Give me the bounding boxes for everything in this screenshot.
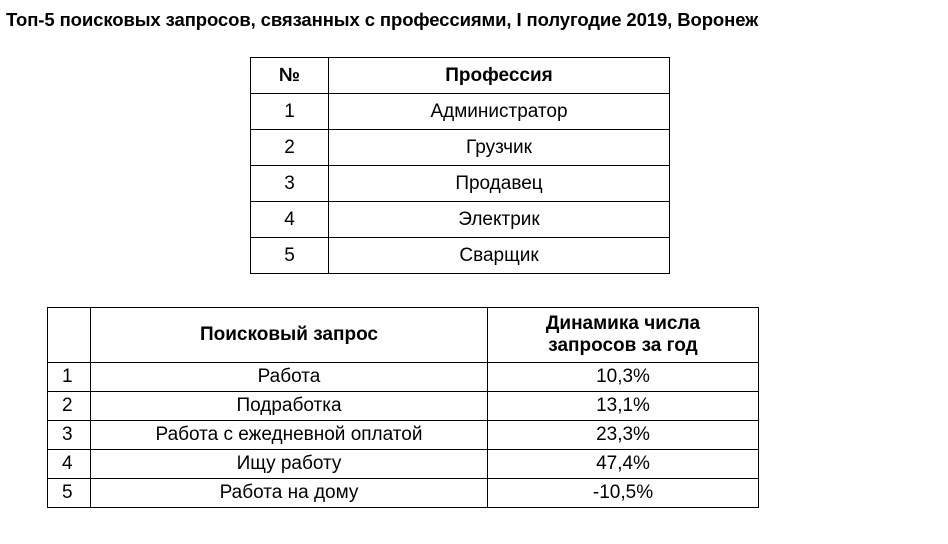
table-row [251,130,670,166]
page-title: Топ-5 поисковых запросов, связанных с профессиями, I полугодие 2019, Воронеж [6,9,759,30]
profession-num: 5 [251,238,329,274]
table-row [48,479,759,508]
queries-header-dynamics-line1: Динамика числа [545,313,701,334]
table-row [48,421,759,450]
table-row [48,392,759,421]
queries-header-row [48,308,759,363]
query-num: 4 [48,450,91,479]
queries-table [47,307,759,508]
table-row [251,238,670,274]
professions-table [250,57,670,274]
profession-name: Продавец [329,166,670,202]
queries-header-query: Поисковый запрос [91,308,488,363]
query-num: 2 [48,392,91,421]
query-dynamics: 10,3% [488,363,759,392]
query-num: 5 [48,479,91,508]
table-row [251,202,670,238]
queries-header-dynamics-line2: запросов за год [548,335,698,356]
query-dynamics: 23,3% [488,421,759,450]
professions-header-row [251,58,670,94]
query-dynamics: -10,5% [488,479,759,508]
queries-header-num [48,308,91,363]
table-row [48,363,759,392]
query-text: Работа с ежедневной оплатой [91,421,488,450]
profession-name: Администратор [329,94,670,130]
table-row [48,450,759,479]
profession-num: 2 [251,130,329,166]
query-num: 1 [48,363,91,392]
query-dynamics: 13,1% [488,392,759,421]
table-row [251,94,670,130]
query-num: 3 [48,421,91,450]
query-text: Подработка [91,392,488,421]
query-text: Работа на дому [91,479,488,508]
professions-header-profession: Профессия [329,58,670,94]
profession-num: 1 [251,94,329,130]
profession-name: Электрик [329,202,670,238]
professions-header-num: № [251,58,329,94]
table-row [251,166,670,202]
query-dynamics: 47,4% [488,450,759,479]
query-text: Ищу работу [91,450,488,479]
query-text: Работа [91,363,488,392]
profession-num: 3 [251,166,329,202]
queries-header-dynamics [488,308,759,363]
profession-name: Грузчик [329,130,670,166]
profession-name: Сварщик [329,238,670,274]
profession-num: 4 [251,202,329,238]
